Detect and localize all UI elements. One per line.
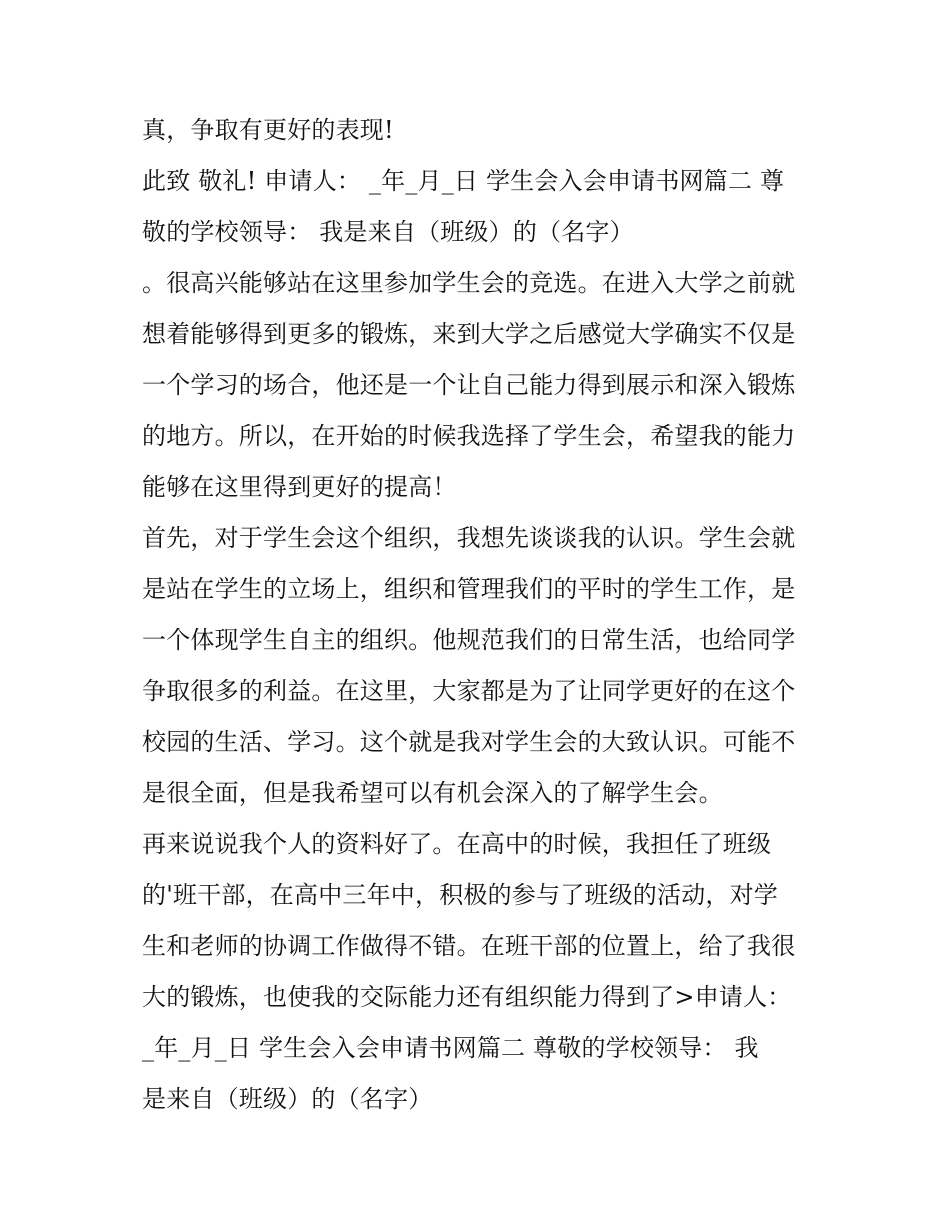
text-line: 真，争取有更好的表现! (142, 116, 394, 144)
text-line: 再来说说我个人的资料好了。在高中的时候，我担任了班级 (142, 830, 772, 858)
text-line: 此致 敬礼! 申请人： _年_月_日 学生会入会申请书网篇二 尊 (142, 167, 785, 195)
text-line: 首先，对于学生会这个组织，我想先谈谈我的认识。学生会就 (142, 524, 796, 552)
text-line: _年_月_日 学生会入会申请书网篇二 尊敬的学校领导： 我 (142, 1034, 759, 1062)
text-line: 一个体现学生自主的组织。他规范我们的日常生活，也给同学 (142, 626, 796, 654)
body-text (142, 109, 822, 1129)
text-line: 争取很多的利益。在这里，大家都是为了让同学更好的在这个 (142, 677, 796, 705)
text-line: 能够在这里得到更好的提高！ (142, 473, 457, 501)
text-line: 。很高兴能够站在这里参加学生会的竞选。在进入大学之前就 (142, 269, 796, 297)
text-line: 敬的学校领导： 我是来自（班级）的（名字） (142, 218, 634, 246)
text-line: 是站在学生的立场上，组织和管理我们的平时的学生工作，是 (142, 575, 796, 603)
text-line: 的地方。所以，在开始的时候我选择了学生会，希望我的能力 (142, 422, 796, 450)
text-line: 的'班干部，在高中三年中，积极的参与了班级的活动，对学 (142, 881, 778, 909)
text-line: 生和老师的协调工作做得不错。在班干部的位置上，给了我很 (142, 932, 796, 960)
text-line: 是很全面，但是我希望可以有机会深入的了解学生会。 (142, 779, 723, 807)
text-line: 一个学习的场合，他还是一个让自己能力得到展示和深入锻炼 (142, 371, 796, 399)
text-line: 想着能够得到更多的锻炼，来到大学之后感觉大学确实不仅是 (142, 320, 796, 348)
text-line: 校园的生活、学习。这个就是我对学生会的大致认识。可能不 (142, 728, 796, 756)
text-line: 是来自（班级）的（名字） (142, 1085, 433, 1113)
text-line: 大的锻炼，也使我的交际能力还有组织能力得到了>申请人： (142, 983, 792, 1011)
